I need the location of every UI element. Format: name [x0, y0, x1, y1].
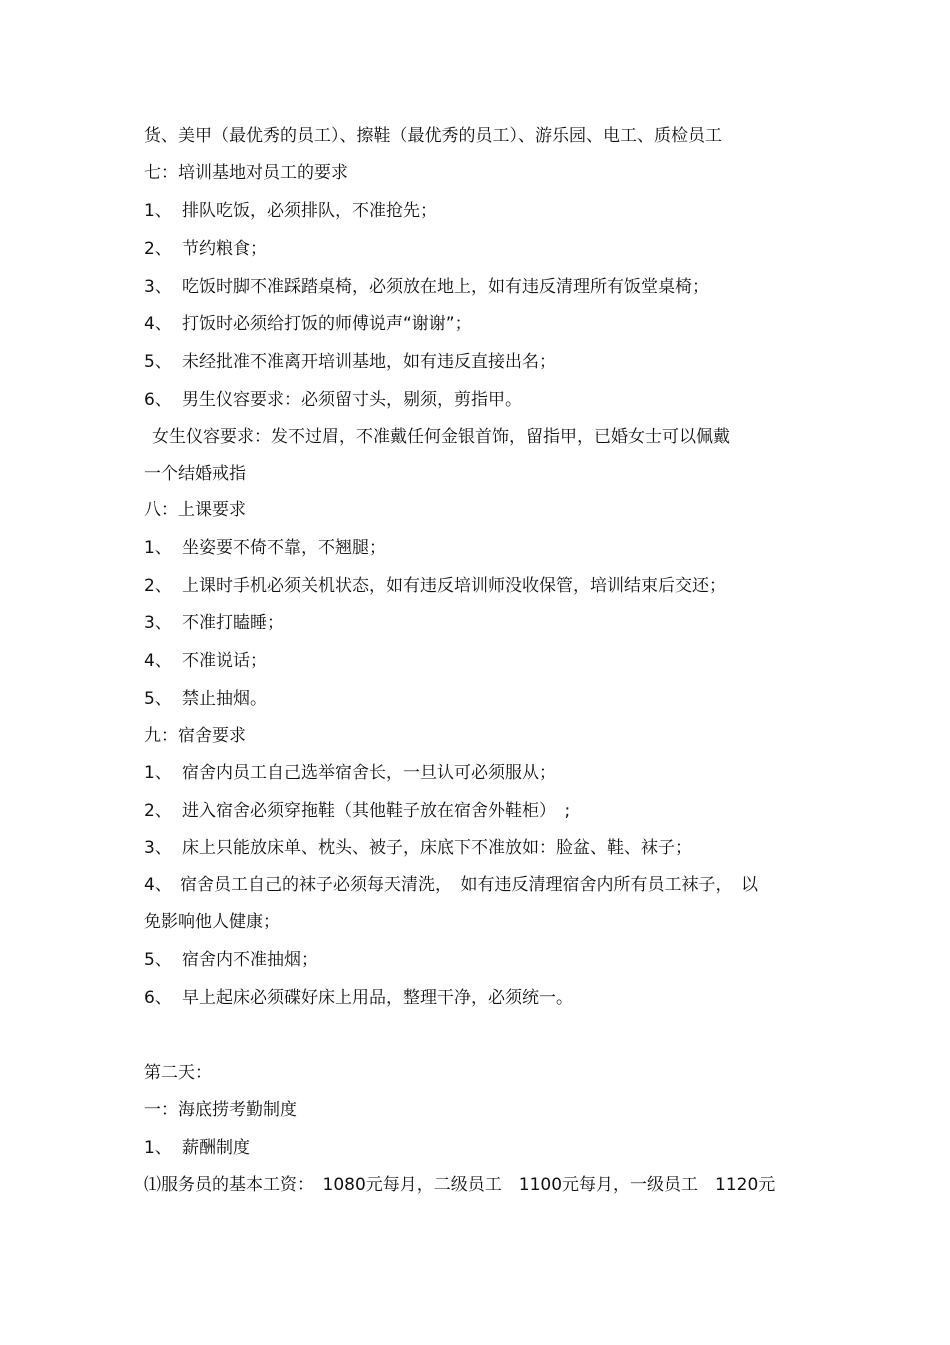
list-number: 6、 — [144, 390, 172, 410]
list-number: 5、 — [144, 950, 172, 970]
list-text: 早上起床必须碟好床上用品，整理干净，必须统一。 — [182, 988, 573, 1008]
list-number: 3、 — [144, 277, 172, 297]
list-text: 坐姿要不倚不靠，不翘腿； — [182, 538, 386, 558]
list-text: 排队吃饭，必须排队，不准抢先； — [182, 201, 437, 221]
list-number: 6、 — [144, 988, 172, 1008]
list-item — [144, 837, 692, 859]
list-text: 床上只能放床单、枕头、被子，床底下不准放如：脸盆、鞋、袜子； — [182, 838, 692, 858]
list-item — [144, 800, 570, 822]
list-item — [144, 276, 709, 298]
list-text: 薪酬制度 — [182, 1138, 250, 1158]
list-text: 宿舍内不准抽烟； — [182, 950, 318, 970]
list-text: 进入宿舍必须穿拖鞋（其他鞋子放在宿舍外鞋柜） ; — [182, 801, 571, 821]
list-item — [144, 389, 522, 411]
list-text: 宿舍员工自己的袜子必须每天清洗， 如有违反清理宿舍内所有员工袜子， 以 — [180, 875, 758, 895]
section-heading: 九：宿舍要求 — [144, 726, 246, 746]
list-number: 4、 — [144, 875, 172, 895]
list-text: 未经批准不准离开培训基地，如有违反直接出名； — [182, 352, 556, 372]
text-line: 女生仪容要求：发不过眉，不准戴任何金银首饰，留指甲，已婚女士可以佩戴 — [152, 427, 730, 447]
section-heading: 一：海底捞考勤制度 — [144, 1100, 297, 1120]
text-line: 货、美甲（最优秀的员工）、擦鞋（最优秀的员工）、游乐园、电工、质检员工 — [144, 126, 722, 146]
list-item — [144, 351, 556, 373]
list-item — [144, 537, 386, 559]
section-heading: 七：培训基地对员工的要求 — [144, 163, 348, 183]
list-item — [144, 1137, 250, 1159]
list-text: 禁止抽烟。 — [182, 689, 267, 709]
list-item — [144, 688, 267, 710]
list-text: 吃饭时脚不准踩踏桌椅，必须放在地上，如有违反清理所有饭堂桌椅； — [182, 277, 709, 297]
list-item — [144, 874, 758, 896]
list-number: 1、 — [144, 538, 172, 558]
list-number: 4、 — [144, 314, 172, 334]
day-heading: 第二天： — [144, 1063, 212, 1083]
list-text: 不准打瞌睡； — [182, 613, 284, 633]
list-item — [144, 575, 726, 597]
list-number: 3、 — [144, 838, 172, 858]
list-text: 男生仪容要求：必须留寸头，剔须，剪指甲。 — [182, 390, 522, 410]
list-number: 2、 — [144, 801, 172, 821]
list-number: 2、 — [144, 239, 172, 259]
list-item — [144, 200, 437, 222]
list-text: 不准说话； — [182, 651, 267, 671]
text-line: ⑴服务员的基本工资： 1080元每月，二级员工 1100元每月，一级员工 1120元 — [144, 1175, 776, 1195]
list-number: 1、 — [144, 1138, 172, 1158]
list-number: 4、 — [144, 651, 172, 671]
list-number: 5、 — [144, 689, 172, 709]
section-heading: 八：上课要求 — [144, 500, 246, 520]
list-number: 1、 — [144, 201, 172, 221]
list-item — [144, 762, 556, 784]
list-number: 1、 — [144, 763, 172, 783]
list-item — [144, 313, 472, 335]
text-line: 免影响他人健康； — [144, 912, 280, 932]
list-number: 5、 — [144, 352, 172, 372]
list-text: 打饭时必须给打饭的师傅说声“谢谢”； — [182, 314, 472, 334]
list-number: 3、 — [144, 613, 172, 633]
list-item — [144, 238, 267, 260]
list-item — [144, 949, 318, 971]
list-item — [144, 650, 267, 672]
text-line: 一个结婚戒指 — [144, 464, 246, 484]
list-number: 2、 — [144, 576, 172, 596]
list-text: 宿舍内员工自己选举宿舍长，一旦认可必须服从； — [182, 763, 556, 783]
list-item — [144, 612, 284, 634]
list-text: 节约粮食； — [182, 239, 267, 259]
list-item — [144, 987, 573, 1009]
list-text: 上课时手机必须关机状态，如有违反培训师没收保管，培训结束后交还； — [182, 576, 726, 596]
